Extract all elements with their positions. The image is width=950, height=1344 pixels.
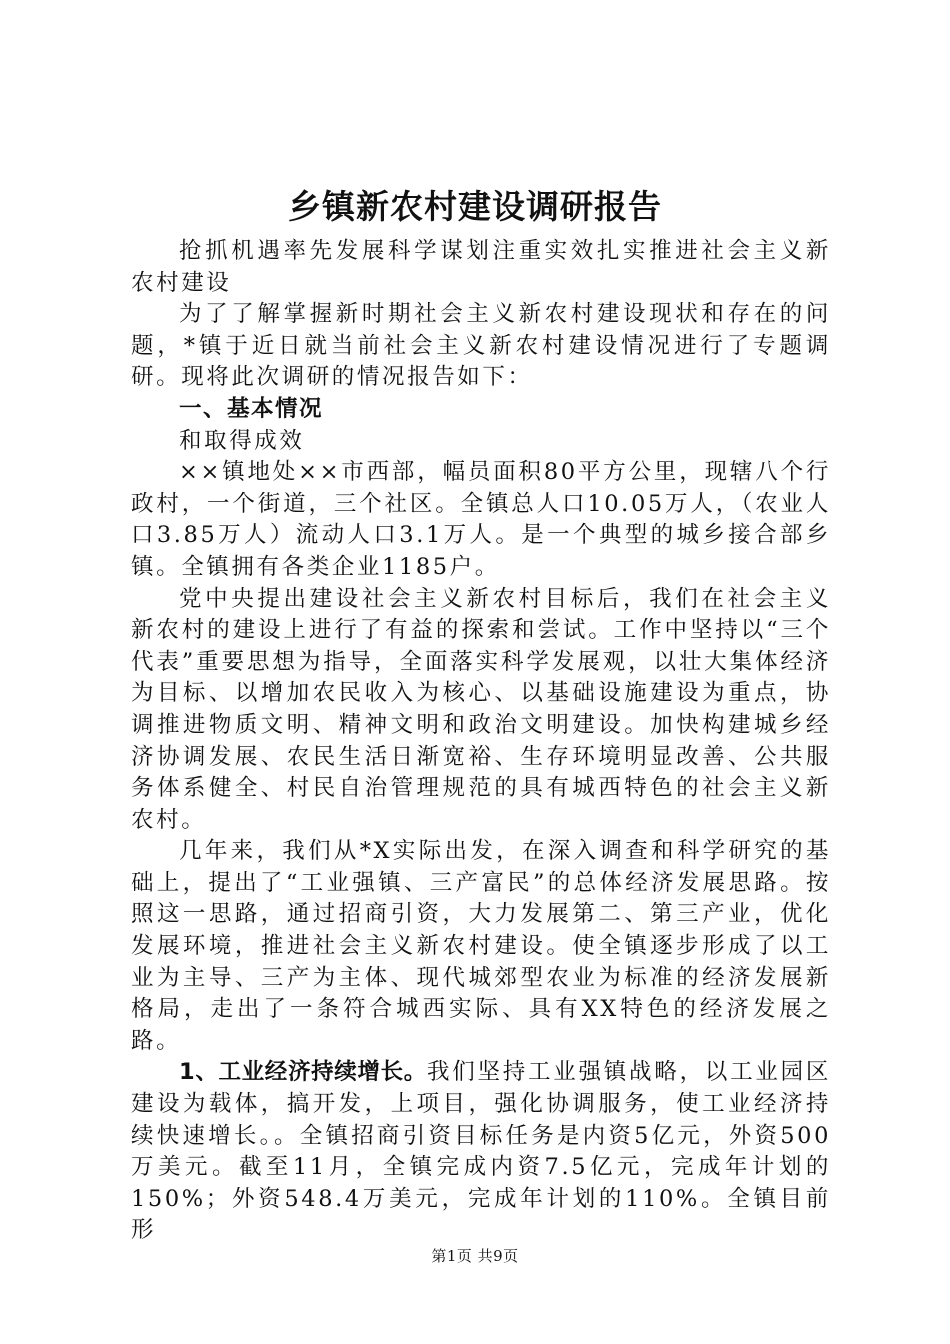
policy-paragraph: 党中央提出建设社会主义新农村目标后，我们在社会主义新农村的建设上进行了有益的探索和尝试。工作中坚持以“三个代表”重要思想为指导，全面落实科学发展观，以壮大集体经济为目标、以增加农民收入为核心、以基础设施建设为重点，协调推进物质文明、精神文明和政治文明建设。加快构建城乡经济协调发展、农民生活日渐宽裕、生存环境明显改善、公共服务体系健全、村民自治管理规范的具有城西特色的社会主义新农村。 — [131, 585, 831, 833]
industry-paragraph-text: 我们坚持工业强镇战略，以工业园区建设为载体，搞开发，上项目，强化协调服务，使工业经济持续快速增长。。全镇招商引资目标任务是内资5亿元，外资500万美元。截至11月，全镇完成内资7.5亿元，完成年计划的150%；外资548.4万美元，完成年计划的110%。全镇目前形 — [131, 1059, 831, 1244]
town-overview-paragraph: ××镇地处××市西部，幅员面积80平方公里，现辖八个行政村，一个街道，三个社区。全镇总人口10.05万人，（农业人口3.85万人）流动人口3.1万人。是一个典型的城乡接合部乡镇。全镇拥有各类企业1185户。 — [131, 459, 831, 580]
development-paragraph: 几年来，我们从*X实际出发，在深入调查和科学研究的基础上，提出了“工业强镇、三产富民”的总体经济发展思路。按照这一思路，通过招商引资，大力发展第二、第三产业，优化发展环境，推进社会主义新农村建设。使全镇逐步形成了以工业为主导、三产为主体、现代城郊型农业为标准的经济发展新格局，走出了一条符合城西实际、具有XX特色的经济发展之路。 — [131, 838, 831, 1054]
page-number-footer: 第1页 共9页 — [431, 1247, 519, 1265]
industry-subheading: 1、工业经济持续增长。 — [179, 1059, 427, 1086]
document-body — [131, 236, 831, 1247]
section-subheading-results: 和取得成效 — [179, 427, 305, 454]
purpose-paragraph: 为了了解掌握新时期社会主义新农村建设现状和存在的问题，*镇于近日就当前社会主义新农村建设情况进行了专题调研。现将此次调研的情况报告如下： — [131, 301, 831, 391]
document-title: 乡镇新农村建设调研报告 — [288, 187, 662, 226]
intro-paragraph: 抢抓机遇率先发展科学谋划注重实效扎实推进社会主义新农村建设 — [131, 238, 831, 296]
industry-paragraph — [131, 1057, 831, 1247]
section-heading-basic-situation: 一、基本情况 — [179, 395, 324, 422]
